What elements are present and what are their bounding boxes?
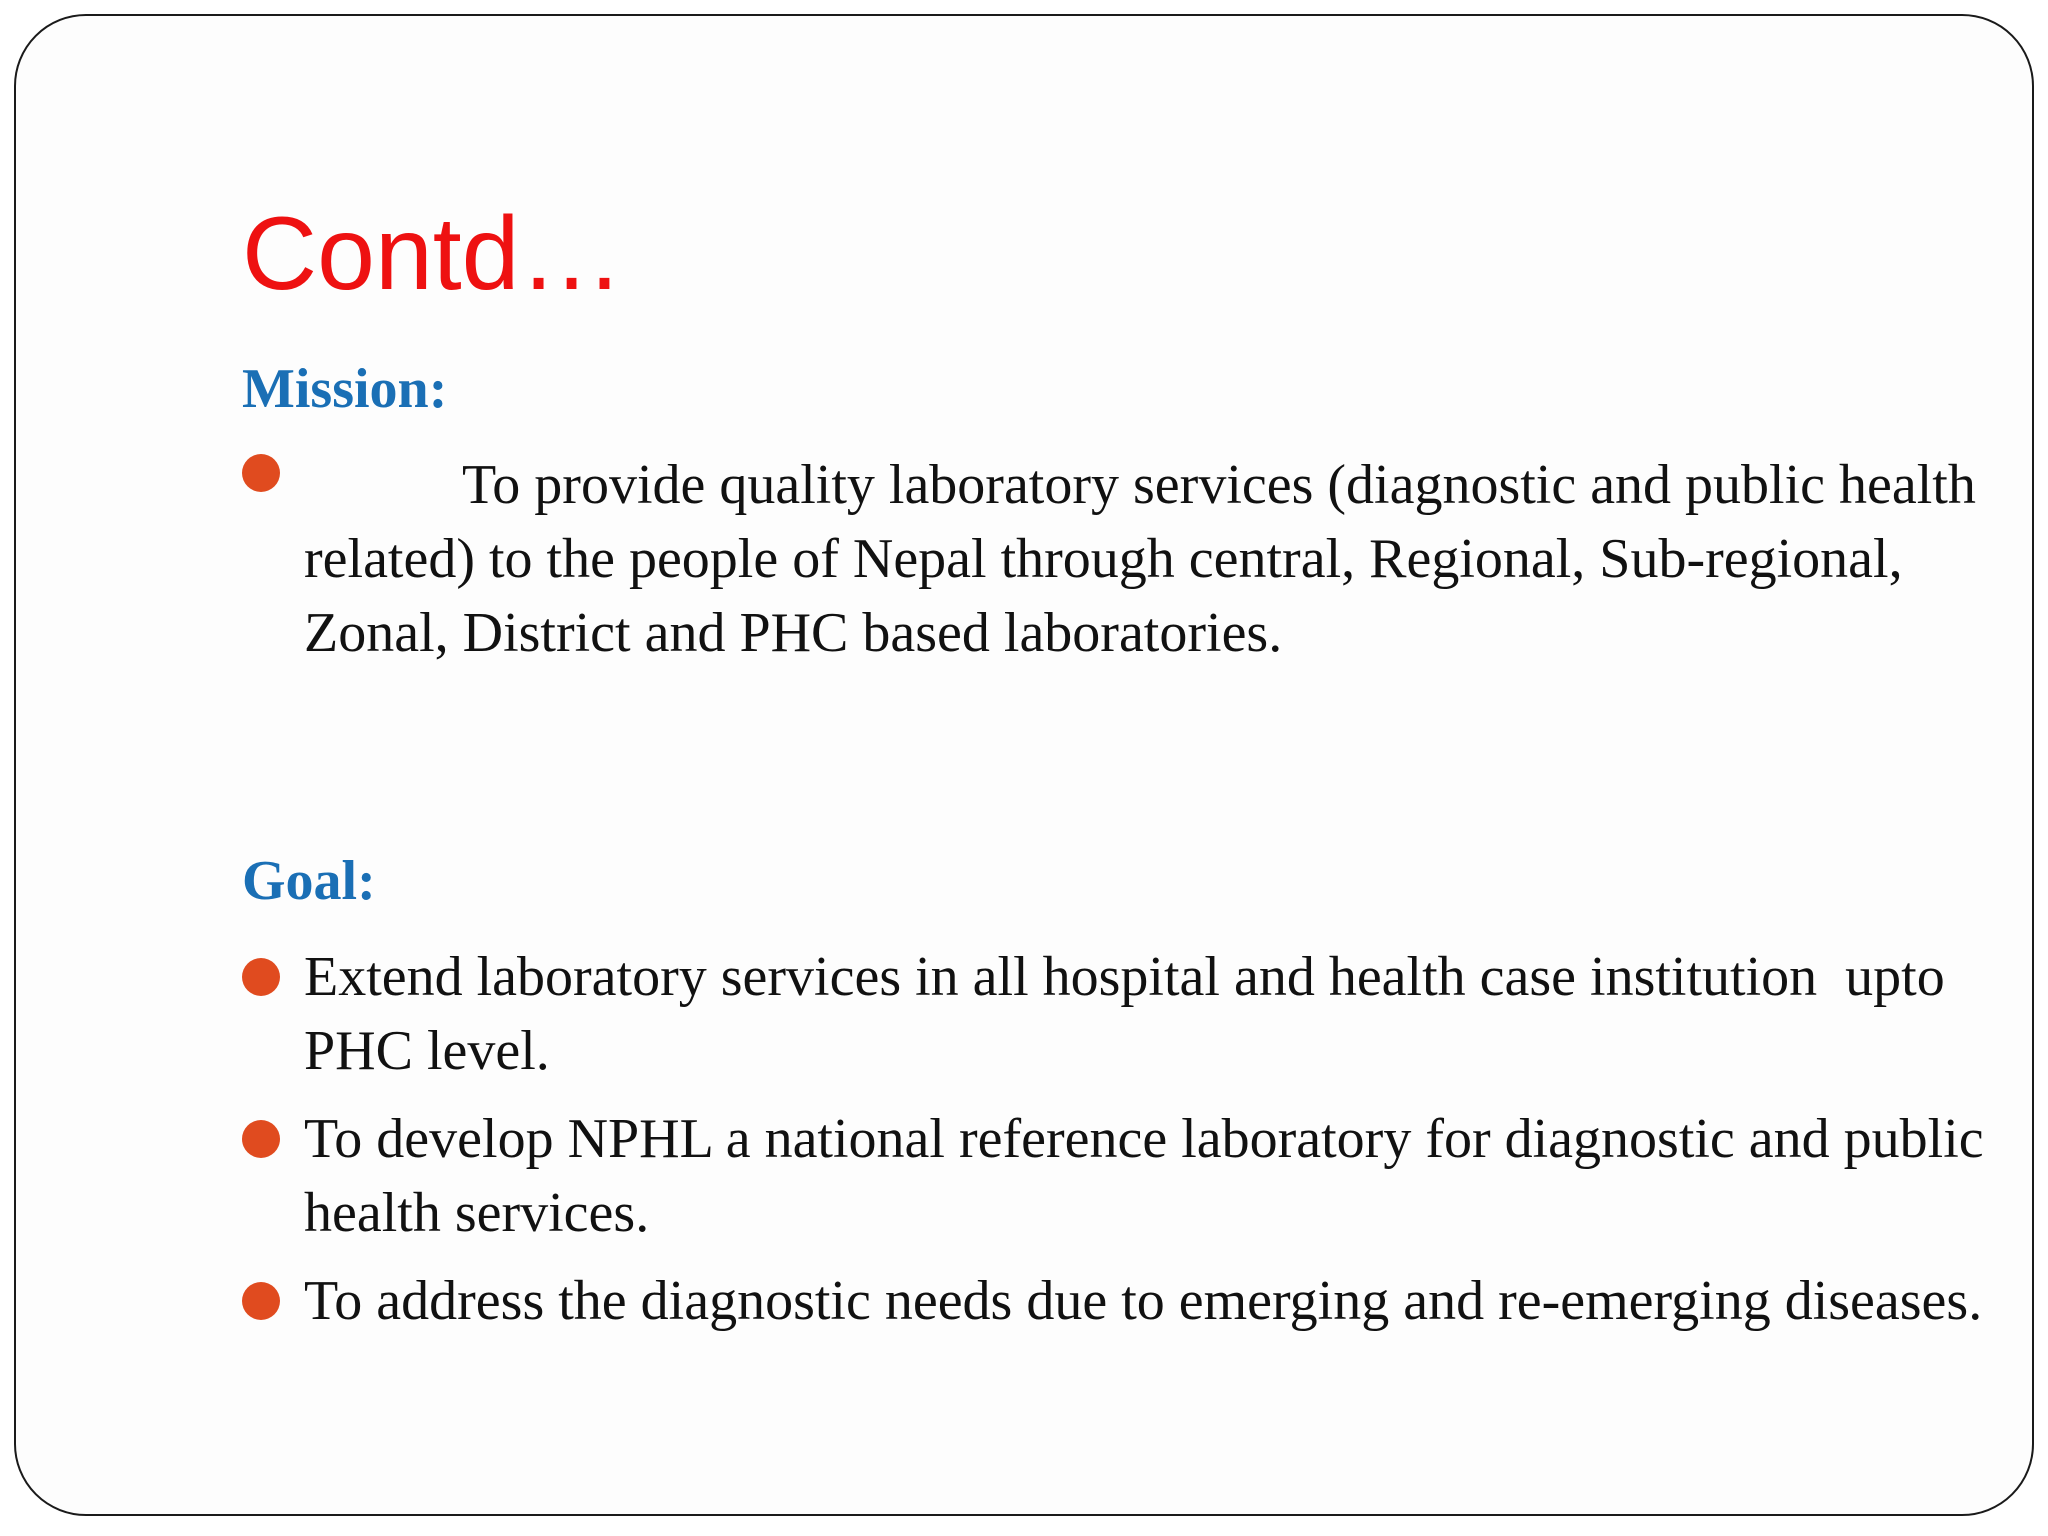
bullet-dot-icon [242,454,280,492]
goal-item [242,1102,2002,1250]
slide-title: Contd… [242,196,624,312]
bullet-dot-icon [242,958,280,996]
goal-item-text: Extend laboratory services in all hospital and health case institution upto PHC level. [304,946,1959,1082]
goal-item [242,1264,2002,1338]
bullet-dot-icon [242,1120,280,1158]
mission-item [242,448,2002,670]
bullet-dot-icon [242,1282,280,1320]
mission-item-text: To provide quality laboratory services (diagnostic and public health related) to the people of Nepal through central, Regional, Sub-regional, Zonal, District and PHC based laboratories. [304,454,1990,664]
goal-list [242,940,2002,1338]
mission-list [242,448,2002,670]
goal-heading: Goal: [242,850,376,912]
goal-item-text: To address the diagnostic needs due to emerging and re-emerging diseases. [304,1270,1983,1332]
goal-item-text: To develop NPHL a national reference laboratory for diagnostic and public health services. [304,1108,1984,1244]
goal-item [242,940,2002,1088]
mission-heading: Mission: [242,358,448,420]
slide-frame [14,14,2034,1516]
